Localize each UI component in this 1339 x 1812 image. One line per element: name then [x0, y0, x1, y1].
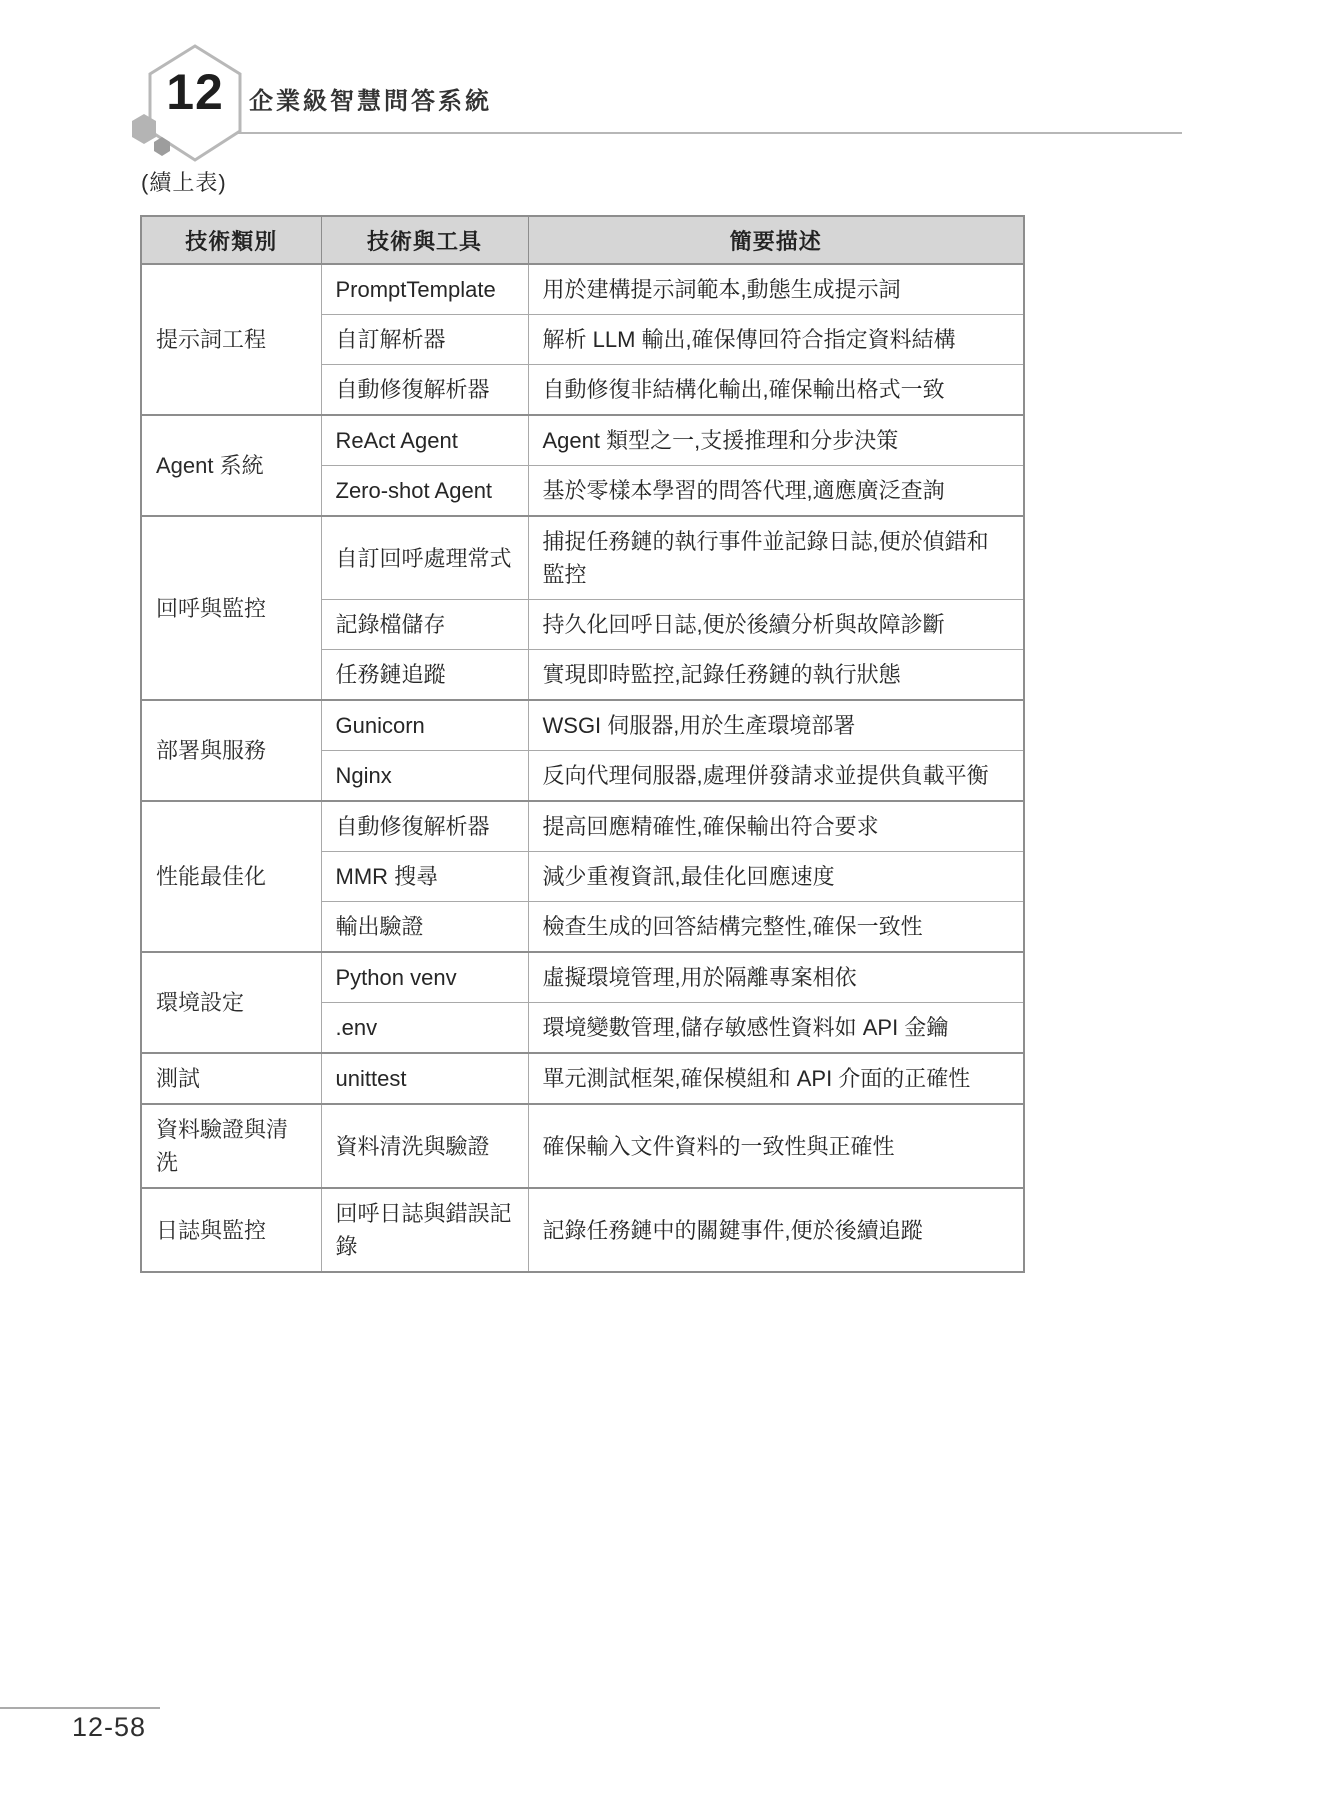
description-cell: 實現即時監控,記錄任務鏈的執行狀態 [528, 650, 1024, 701]
column-header: 簡要描述 [528, 216, 1024, 264]
category-cell: 部署與服務 [141, 700, 321, 801]
category-cell: 測試 [141, 1053, 321, 1104]
chapter-title: 企業級智慧問答系統 [249, 88, 492, 115]
column-header: 技術類別 [141, 216, 321, 264]
description-cell: 記錄任務鏈中的關鍵事件,便於後續追蹤 [528, 1188, 1024, 1272]
footer-divider [0, 1707, 160, 1709]
tool-cell: 任務鏈追蹤 [321, 650, 528, 701]
category-cell: 環境設定 [141, 952, 321, 1053]
column-header: 技術與工具 [321, 216, 528, 264]
description-cell: 反向代理伺服器,處理併發請求並提供負載平衡 [528, 751, 1024, 802]
table-row [141, 516, 1024, 600]
continuation-note: (續上表) [141, 170, 227, 195]
tool-cell: 自動修復解析器 [321, 365, 528, 416]
tool-cell: ReAct Agent [321, 415, 528, 466]
chapter-number: 12 [166, 64, 224, 120]
description-cell: 自動修復非結構化輸出,確保輸出格式一致 [528, 365, 1024, 416]
description-cell: Agent 類型之一,支援推理和分步決策 [528, 415, 1024, 466]
tool-cell: Zero-shot Agent [321, 466, 528, 517]
tech-table [140, 215, 1025, 1273]
tool-cell: MMR 搜尋 [321, 852, 528, 902]
tool-cell: 自訂回呼處理常式 [321, 516, 528, 600]
tool-cell: PromptTemplate [321, 264, 528, 315]
category-cell: Agent 系統 [141, 415, 321, 516]
description-cell: 持久化回呼日誌,便於後續分析與故障診斷 [528, 600, 1024, 650]
category-cell: 回呼與監控 [141, 516, 321, 700]
table-row [141, 1104, 1024, 1188]
category-cell: 資料驗證與清洗 [141, 1104, 321, 1188]
tool-cell: 輸出驗證 [321, 902, 528, 953]
tool-cell: 記錄檔儲存 [321, 600, 528, 650]
description-cell: 提高回應精確性,確保輸出符合要求 [528, 801, 1024, 852]
description-cell: 環境變數管理,儲存敏感性資料如 API 金鑰 [528, 1003, 1024, 1054]
table-row [141, 415, 1024, 466]
page-number: 12-58 [72, 1712, 147, 1742]
table-row [141, 801, 1024, 852]
description-cell: 解析 LLM 輸出,確保傳回符合指定資料結構 [528, 315, 1024, 365]
tool-cell: 資料清洗與驗證 [321, 1104, 528, 1188]
tool-cell: .env [321, 1003, 528, 1054]
description-cell: 檢查生成的回答結構完整性,確保一致性 [528, 902, 1024, 953]
table-row [141, 1188, 1024, 1272]
header-divider [238, 132, 1182, 134]
category-cell: 提示詞工程 [141, 264, 321, 415]
tool-cell: unittest [321, 1053, 528, 1104]
description-cell: 捕捉任務鏈的執行事件並記錄日誌,便於偵錯和監控 [528, 516, 1024, 600]
description-cell: WSGI 伺服器,用於生產環境部署 [528, 700, 1024, 751]
category-cell: 性能最佳化 [141, 801, 321, 952]
description-cell: 減少重複資訊,最佳化回應速度 [528, 852, 1024, 902]
tool-cell: 自訂解析器 [321, 315, 528, 365]
description-cell: 用於建構提示詞範本,動態生成提示詞 [528, 264, 1024, 315]
category-cell: 日誌與監控 [141, 1188, 321, 1272]
table-row [141, 1053, 1024, 1104]
table-row [141, 952, 1024, 1003]
tool-cell: 回呼日誌與錯誤記錄 [321, 1188, 528, 1272]
description-cell: 基於零樣本學習的問答代理,適應廣泛查詢 [528, 466, 1024, 517]
description-cell: 確保輸入文件資料的一致性與正確性 [528, 1104, 1024, 1188]
table-header-row [141, 216, 1024, 264]
tool-cell: Python venv [321, 952, 528, 1003]
tool-cell: Gunicorn [321, 700, 528, 751]
tool-cell: Nginx [321, 751, 528, 802]
table-row [141, 700, 1024, 751]
description-cell: 虛擬環境管理,用於隔離專案相依 [528, 952, 1024, 1003]
table-row [141, 264, 1024, 315]
description-cell: 單元測試框架,確保模組和 API 介面的正確性 [528, 1053, 1024, 1104]
tool-cell: 自動修復解析器 [321, 801, 528, 852]
